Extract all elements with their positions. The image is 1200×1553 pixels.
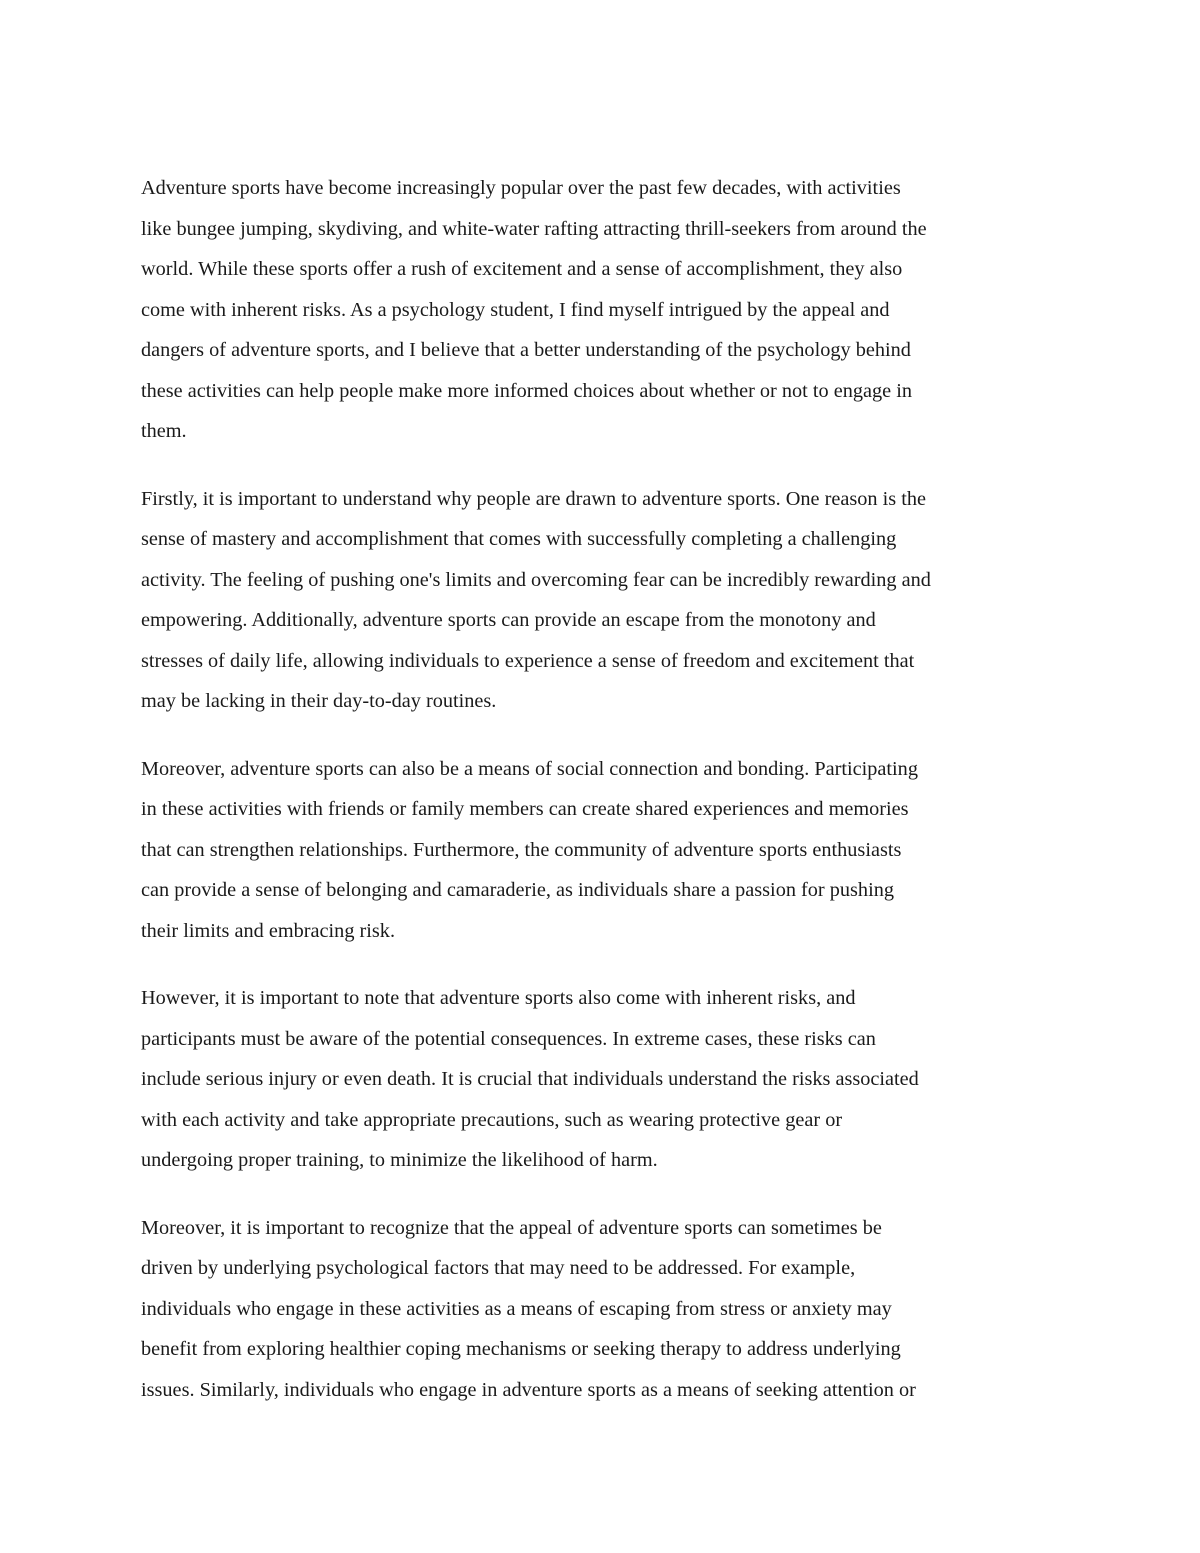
paragraph-3	[141, 749, 1071, 952]
text-line: activity. The feeling of pushing one's limits and overcoming fear can be incredibly rewarding and	[141, 568, 931, 591]
text-line: in these activities with friends or family members can create shared experiences and memories	[141, 798, 909, 820]
text-line: However, it is important to note that adventure sports also come with inherent risks, and	[141, 987, 856, 1009]
text-line: like bungee jumping, skydiving, and white-water rafting attracting thrill-seekers from around the	[141, 217, 927, 240]
text-line: Moreover, adventure sports can also be a means of social connection and bonding. Participating	[141, 757, 918, 780]
text-line: may be lacking in their day-to-day routines.	[141, 690, 497, 712]
text-line: undergoing proper training, to minimize the likelihood of harm.	[141, 1149, 658, 1171]
text-line: sense of mastery and accomplishment that comes with successfully completing a challenging	[141, 528, 897, 550]
text-line: these activities can help people make more informed choices about whether or not to engage in	[141, 379, 912, 402]
paragraph-1	[141, 168, 1071, 452]
paragraph-4	[141, 978, 1071, 1181]
text-line: driven by underlying psychological factors that may need to be addressed. For example,	[141, 1257, 856, 1279]
text-line: empowering. Additionally, adventure sports can provide an escape from the monotony and	[141, 609, 876, 631]
text-line: participants must be aware of the potential consequences. In extreme cases, these risks can	[141, 1027, 876, 1050]
text-line: them.	[141, 420, 187, 442]
text-line: stresses of daily life, allowing individuals to experience a sense of freedom and excitement that	[141, 649, 915, 672]
text-line: benefit from exploring healthier coping mechanisms or seeking therapy to address underlying	[141, 1338, 901, 1360]
text-line: Adventure sports have become increasingly popular over the past few decades, with activities	[141, 177, 901, 199]
text-line: come with inherent risks. As a psychology student, I find myself intrigued by the appeal and	[141, 298, 890, 321]
text-line: individuals who engage in these activities as a means of escaping from stress or anxiety may	[141, 1297, 892, 1320]
text-line: dangers of adventure sports, and I believe that a better understanding of the psychology behind	[141, 339, 911, 361]
text-line: include serious injury or even death. It is crucial that individuals understand the risks associated	[141, 1068, 919, 1090]
paragraph-2	[141, 479, 1071, 722]
document-body	[141, 168, 1071, 1437]
text-line: their limits and embracing risk.	[141, 919, 396, 942]
text-line: that can strengthen relationships. Furthermore, the community of adventure sports enthusiasts	[141, 838, 902, 861]
text-line: issues. Similarly, individuals who engage in adventure sports as a means of seeking attention or	[141, 1378, 916, 1401]
paragraph-5	[141, 1208, 1071, 1411]
text-line: can provide a sense of belonging and camaraderie, as individuals share a passion for pushing	[141, 879, 894, 901]
text-line: Firstly, it is important to understand why people are drawn to adventure sports. One reason is the	[141, 487, 926, 510]
text-line: with each activity and take appropriate precautions, such as wearing protective gear or	[141, 1108, 843, 1131]
text-line: Moreover, it is important to recognize that the appeal of adventure sports can sometimes be	[141, 1216, 882, 1239]
text-line: world. While these sports offer a rush of excitement and a sense of accomplishment, they also	[141, 258, 903, 280]
